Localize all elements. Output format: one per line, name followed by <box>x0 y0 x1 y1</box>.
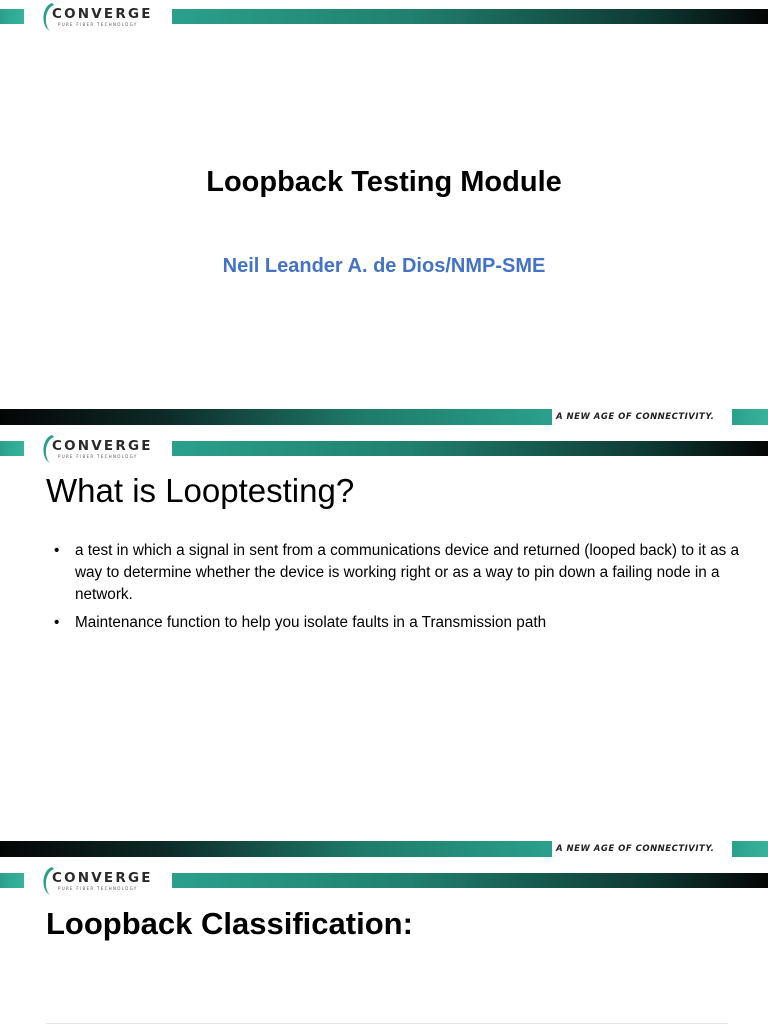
header-band <box>172 441 768 456</box>
footer-band <box>0 841 552 857</box>
header-accent-left <box>0 441 24 456</box>
logo-wordmark: CONVERGE <box>52 870 153 886</box>
slide-title: Loopback Classification: <box>46 906 413 941</box>
bullet-list <box>54 540 744 640</box>
logo-wordmark: CONVERGE <box>52 438 153 454</box>
footer-accent-right <box>732 841 768 857</box>
logo-tagline: PURE FIBER TECHNOLOGY <box>58 454 138 459</box>
content-slide <box>0 432 768 864</box>
converge-logo <box>38 864 162 900</box>
header-accent-left <box>0 873 24 888</box>
footer-tagline: A NEW AGE OF CONNECTIVITY. <box>556 412 715 422</box>
slide-title: What is Looptesting? <box>46 472 355 509</box>
converge-logo <box>38 0 162 36</box>
content-slide <box>0 864 768 1024</box>
bullet-text: Maintenance function to help you isolate faults in a Transmission path <box>75 614 547 631</box>
converge-logo <box>38 432 162 468</box>
header-band <box>172 873 768 888</box>
bullet-icon: • <box>54 614 60 631</box>
bullet-icon: • <box>54 542 60 559</box>
slide-subtitle: Neil Leander A. de Dios/NMP-SME <box>222 255 546 277</box>
header-accent-left <box>0 9 24 24</box>
slide-title: Loopback Testing Module <box>206 166 562 198</box>
logo-tagline: PURE FIBER TECHNOLOGY <box>58 886 138 891</box>
footer-accent-right <box>732 409 768 425</box>
logo-wordmark: CONVERGE <box>52 6 153 22</box>
footer-tagline: A NEW AGE OF CONNECTIVITY. <box>556 844 715 854</box>
bullet-text: a test in which a signal in sent from a communications device and returned (looped back) to it as a way to determine whether the device is working right or as a way to pin down a failing node in a network. <box>75 542 740 603</box>
logo-tagline: PURE FIBER TECHNOLOGY <box>58 22 138 27</box>
footer-band <box>0 409 552 425</box>
bullet-item <box>54 540 744 606</box>
header-band <box>172 9 768 24</box>
bullet-item <box>54 612 744 634</box>
title-slide <box>0 0 768 432</box>
